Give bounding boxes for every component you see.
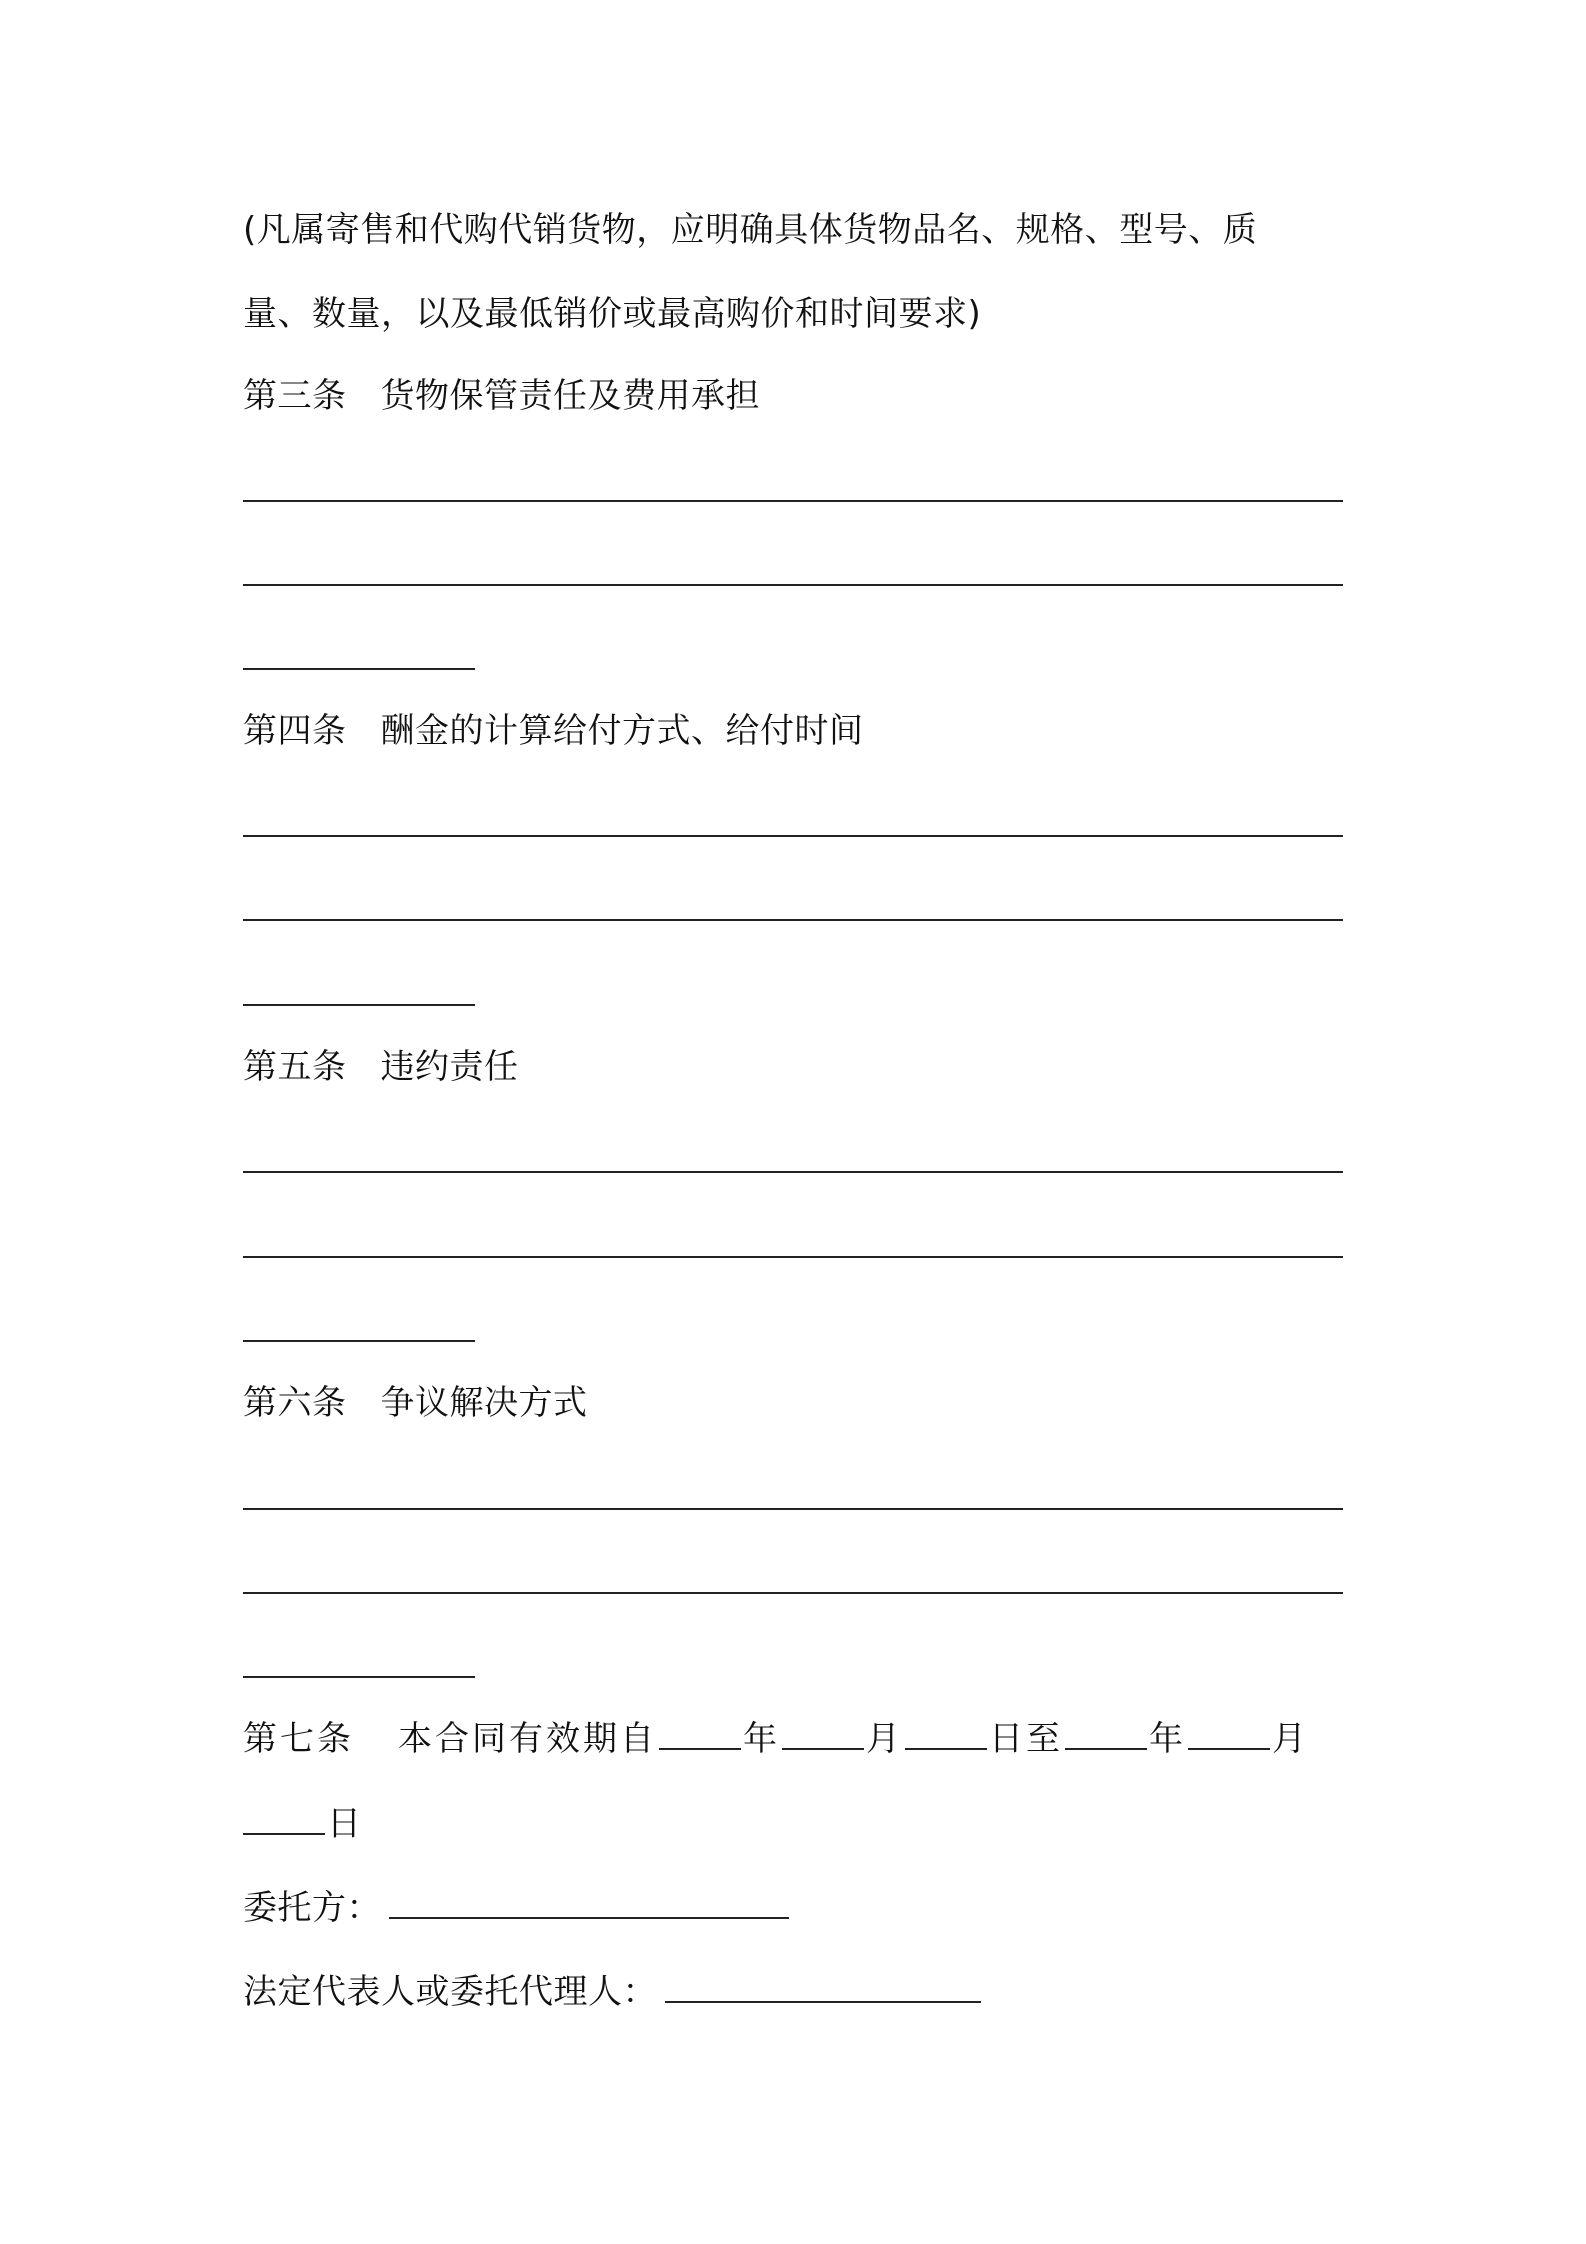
start-day-label: 日至 — [989, 1719, 1063, 1759]
article-3-blank-line-3[interactable] — [243, 668, 475, 670]
article-number: 第四条 — [243, 711, 347, 751]
article-title: 争议解决方式 — [380, 1383, 588, 1423]
article-title: 酬金的计算给付方式、给付时间 — [380, 711, 864, 751]
article-number: 第六条 — [243, 1383, 347, 1423]
representative-signature-field[interactable] — [665, 1971, 981, 2003]
article-3-blank-line-1[interactable] — [243, 500, 1343, 502]
article-7-line-1 — [243, 1717, 1309, 1761]
article-6-blank-line-1[interactable] — [243, 1508, 1343, 1510]
start-month-blank[interactable] — [782, 1718, 864, 1750]
principal-label: 委托方： — [243, 1888, 381, 1928]
validity-lead: 本合同有效期自 — [398, 1719, 657, 1759]
note-line-1: (凡属寄售和代购代销货物，应明确具体货物品名、规格、型号、质 — [243, 210, 1258, 250]
article-6-blank-line-2[interactable] — [243, 1592, 1343, 1594]
note-line-2: 量、数量，以及最低销价或最高购价和时间要求) — [243, 294, 982, 334]
end-day-blank[interactable] — [243, 1803, 325, 1835]
end-year-label: 年 — [1149, 1719, 1186, 1759]
article-5-blank-line-2[interactable] — [243, 1256, 1343, 1258]
start-day-blank[interactable] — [905, 1718, 987, 1750]
article-6-heading — [243, 1381, 588, 1425]
article-number: 第七条 — [243, 1719, 354, 1759]
article-number: 第三条 — [243, 376, 347, 416]
start-year-label: 年 — [743, 1719, 780, 1759]
article-4-blank-line-3[interactable] — [243, 1004, 475, 1006]
article-4-blank-line-2[interactable] — [243, 919, 1343, 921]
end-year-blank[interactable] — [1065, 1718, 1147, 1750]
article-number: 第五条 — [243, 1047, 347, 1087]
principal-signature-field[interactable] — [389, 1887, 789, 1919]
article-3-heading — [243, 374, 760, 418]
article-4-heading — [243, 709, 864, 753]
end-month-label: 月 — [1272, 1719, 1309, 1759]
article-5-blank-line-3[interactable] — [243, 1340, 475, 1342]
end-day-label: 日 — [327, 1804, 362, 1844]
article-5-blank-line-1[interactable] — [243, 1171, 1343, 1173]
start-month-label: 月 — [866, 1719, 903, 1759]
article-title: 货物保管责任及费用承担 — [380, 376, 760, 416]
start-year-blank[interactable] — [659, 1718, 741, 1750]
article-3-blank-line-2[interactable] — [243, 584, 1343, 586]
article-5-heading — [243, 1045, 519, 1089]
representative-signature — [243, 1970, 981, 2014]
representative-label: 法定代表人或委托代理人： — [243, 1972, 657, 2012]
end-month-blank[interactable] — [1188, 1718, 1270, 1750]
article-title: 违约责任 — [380, 1047, 519, 1087]
article-7-line-2 — [243, 1802, 362, 1846]
principal-signature — [243, 1886, 789, 1930]
article-4-blank-line-1[interactable] — [243, 835, 1343, 837]
article-6-blank-line-3[interactable] — [243, 1676, 475, 1678]
